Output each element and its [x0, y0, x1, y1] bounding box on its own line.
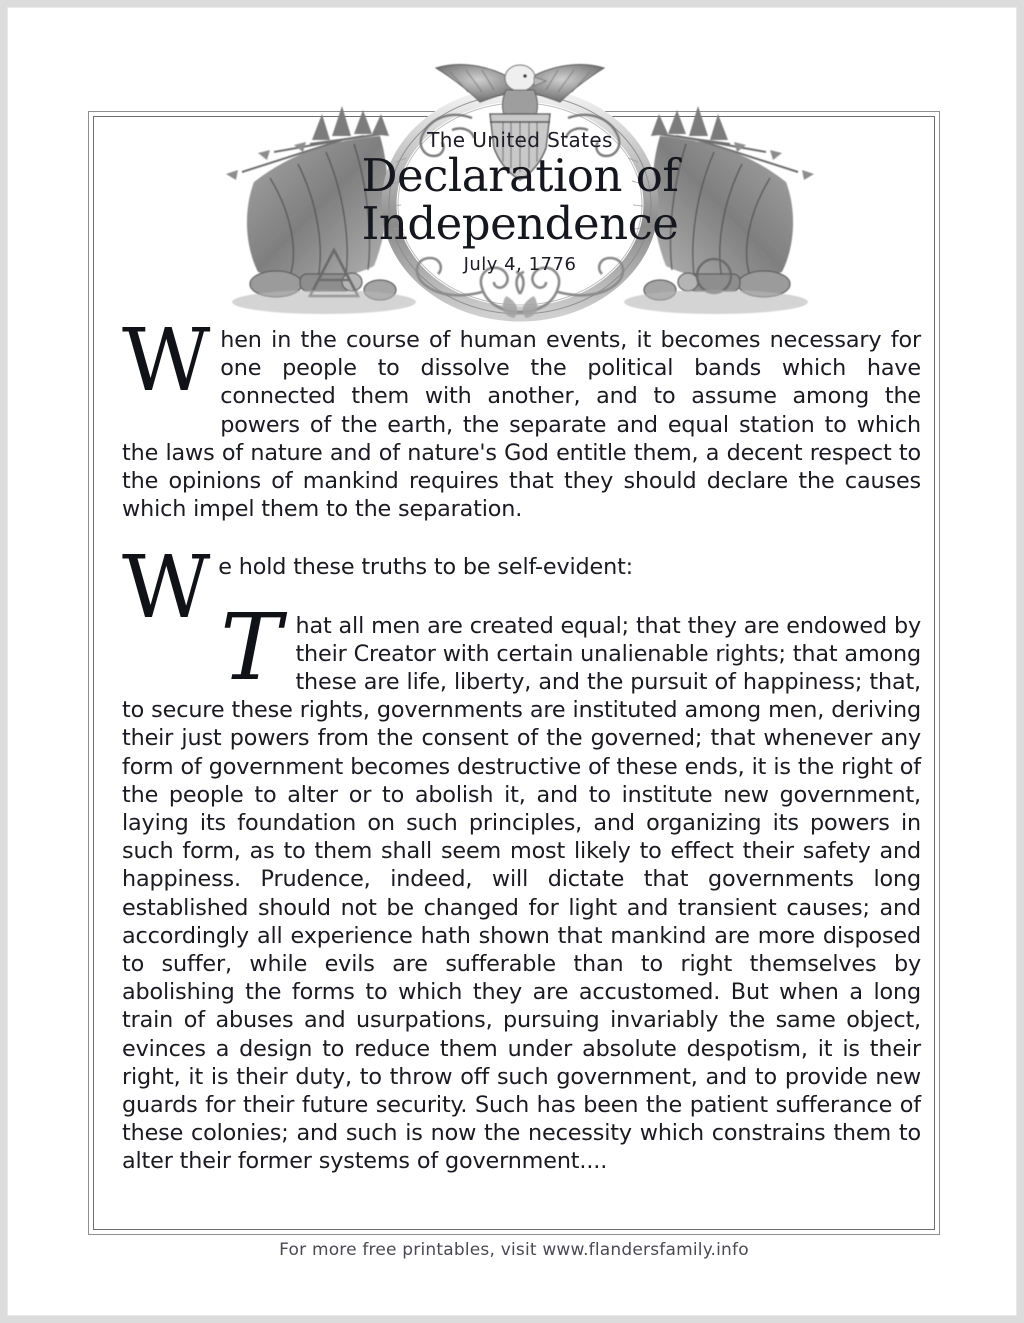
- supertitle: The United States: [427, 128, 613, 152]
- paragraph-1: [122, 311, 921, 523]
- paragraph-1-text: hen in the course of human events, it becomes necessary for one people to dissolve the political bands which have connected them with another, and to assume among the powers of the earth, the separate and equal station to which the laws of nature and of nature's God entitle them, a decent respect to the opinions of mankind requires that they should declare the causes which impel them to the separation.: [122, 327, 921, 523]
- document-date: July 4, 1776: [463, 254, 577, 275]
- printable-page: [8, 8, 1016, 1315]
- footer-credit: For more free printables, visit www.flandersfamily.info: [279, 1240, 749, 1260]
- paragraph-2-text: e hold these truths to be self-evident:: [218, 554, 634, 581]
- dropcap-t: T: [220, 593, 282, 701]
- paragraph-3-text: hat all men are created equal; that they are endowed by their Creator with certain unalienable rights; that among these are life, liberty, and the pursuit of happiness; that, to secure these rights, governments are instituted among men, deriving their just powers from the consent of the governed; that whenever any form of government becomes destructive of these ends, it is the right of the people to alter or to abolish it, and to institute new government, laying its foundation on such principles, and organizing its powers in such form, as to them shall seem most likely to effect their safety and happiness. Prudence, indeed, will dictate that governments long established should not be changed for light and transient causes; and accordingly all experience hath shown that mankind are more disposed to suffer, while evils are sufferable than to right themselves by abolishing the forms to which they are accustomed. But when a long train of abuses and usurpations, pursuing invariably the same object, evinces a design to reduce them under absolute despotism, it is their right, it is their duty, to throw off such government, and to provide new guards for their future security. Such has been the patient sufferance of these colonies; and such is now the necessity which constrains them to alter their former systems of government....: [122, 612, 921, 1175]
- paragraph-3: [122, 593, 921, 1176]
- document-body: [122, 311, 921, 1176]
- title-line-2: Independence: [361, 197, 679, 250]
- title-line-1: Declaration of: [361, 149, 679, 202]
- dropcap-w-1: W: [122, 311, 211, 411]
- title-block: [214, 128, 826, 275]
- dropcap-w-2: W: [122, 538, 211, 639]
- paragraph-2: [122, 538, 921, 639]
